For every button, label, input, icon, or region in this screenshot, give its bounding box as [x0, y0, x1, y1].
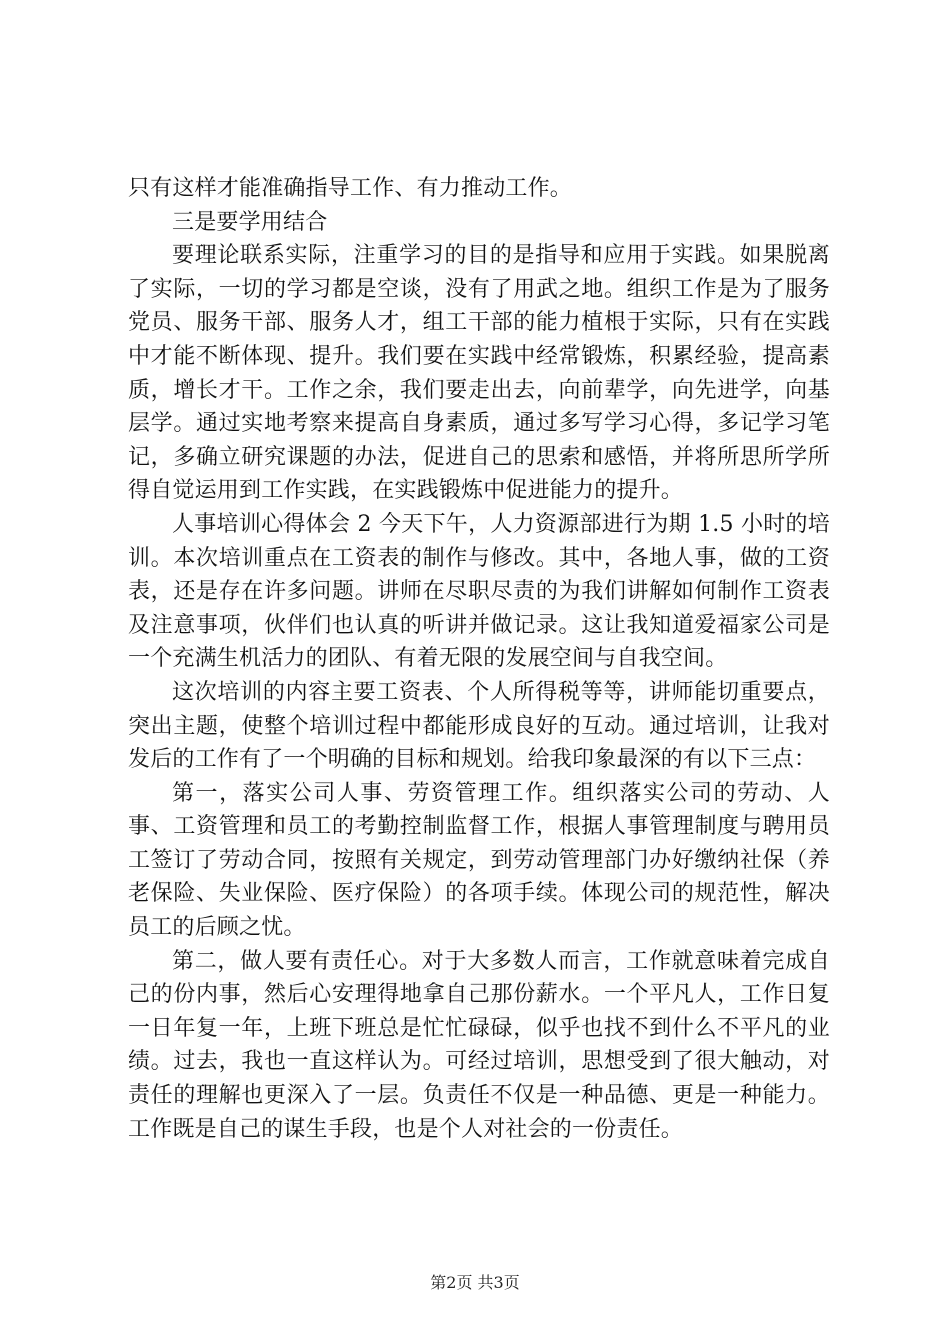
page-footer	[0, 1273, 950, 1293]
document-body	[128, 172, 830, 1146]
paragraph-5: 这次培训的内容主要工资表、个人所得税等等，讲师能切重要点，突出主题，使整个培训过程中都能形成良好的互动。通过培训，让我对发后的工作有了一个明确的目标和规划。给我印象最深的有以下三点：	[128, 679, 830, 773]
paragraph-1: 只有这样才能准确指导工作、有力推动工作。	[128, 176, 573, 201]
page-number-label: 第2页 共3页	[430, 1273, 520, 1292]
paragraph-3: 要理论联系实际，注重学习的目的是指导和应用于实践。如果脱离了实际，一切的学习都是空谈，没有了用武之地。组织工作是为了服务党员、服务干部、服务人才，组工干部的能力植根于实际，只有在实践中才能不断体现、提升。我们要在实践中经常锻炼，积累经验，提高素质，增长才干。工作之余，我们要走出去，向前辈学，向先进学，向基层学。通过实地考察来提高自身素质，通过多写学习心得，多记学习笔记，多确立研究课题的办法，促进自己的思索和感悟，并将所思所学所得自觉运用到工作实践，在实践锻炼中促进能力的提升。	[128, 243, 830, 504]
paragraph-7: 第二，做人要有责任心。对于大多数人而言，工作就意味着完成自己的份内事，然后心安理得地拿自己那份薪水。一个平凡人，工作日复一日年复一年，上班下班总是忙忙碌碌，似乎也找不到什么不平凡的业绩。过去，我也一直这样认为。可经过培训，思想受到了很大触动，对责任的理解也更深入了一层。负责任不仅是一种品德、更是一种能力。工作既是自己的谋生手段，也是个人对社会的一份责任。	[128, 948, 830, 1142]
section-heading-three: 三是要学用结合	[172, 209, 328, 235]
paragraph-6: 第一，落实公司人事、劳资管理工作。组织落实公司的劳动、人事、工资管理和员工的考勤控制监督工作，根据人事管理制度与聘用员工签订了劳动合同，按照有关规定，到劳动管理部门办好缴纳社保（养老保险、失业保险、医疗保险）的各项手续。体现公司的规范性，解决员工的后顾之忧。	[128, 780, 830, 941]
paragraph-4: 人事培训心得体会 2 今天下午，人力资源部进行为期 1.5 小时的培训。本次培训重点在工资表的制作与修改。其中，各地人事，做的工资表，还是存在许多问题。讲师在尽职尽责的为我们讲解如何制作工资表及注意事项，伙伴们也认真的听讲并做记录。这让我知道爱福家公司是一个充满生机活力的团队、有着无限的发展空间与自我空间。	[128, 511, 830, 672]
